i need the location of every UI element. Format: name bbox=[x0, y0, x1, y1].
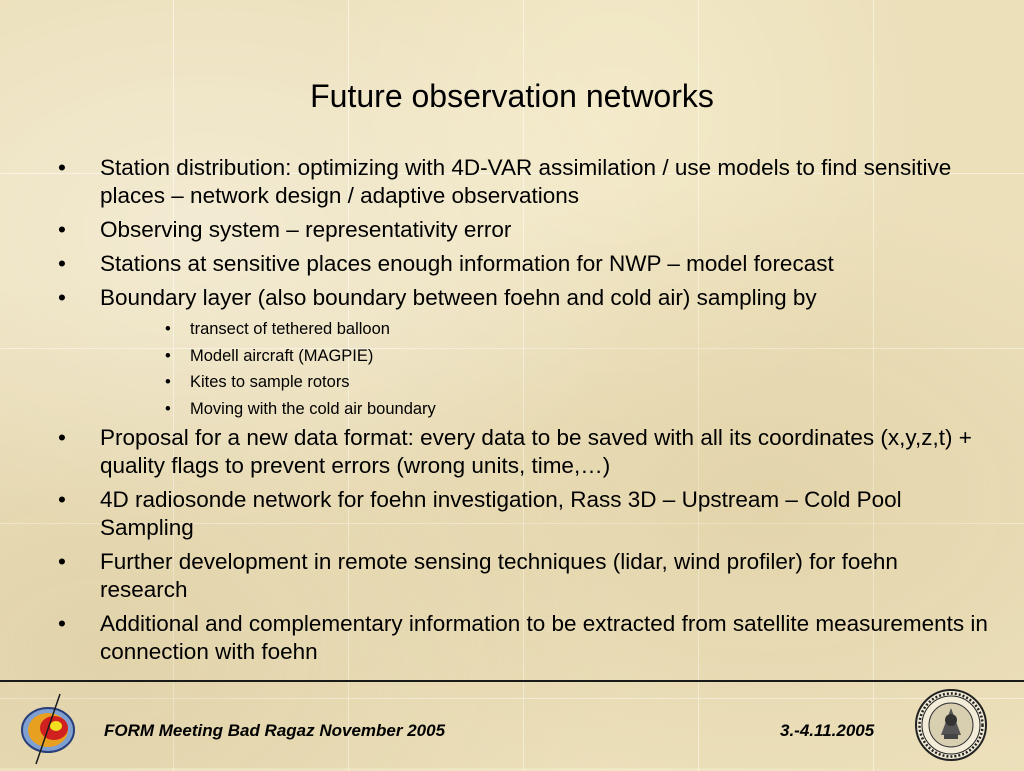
bullet-item: • Further development in remote sensing techniques (lidar, wind profiler) for foehn research bbox=[58, 548, 988, 604]
footer-divider bbox=[0, 680, 1024, 682]
footer-date-text: 3.-4.11.2005 bbox=[780, 721, 875, 740]
sub-bullet-item: • Kites to sample rotors bbox=[58, 371, 988, 393]
bullet-item: • Additional and complementary information to be extracted from satellite measurements in connection with foehn bbox=[58, 610, 988, 666]
footer-event-text: FORM Meeting Bad Ragaz November 2005 bbox=[104, 721, 446, 740]
university-seal-icon bbox=[914, 688, 988, 762]
sub-bullet-item: • transect of tethered balloon bbox=[58, 318, 988, 340]
bullet-item: • 4D radiosonde network for foehn investigation, Rass 3D – Upstream – Cold Pool Sampling bbox=[58, 486, 988, 542]
bullet-item: • Station distribution: optimizing with 4D-VAR assimilation / use models to find sensitive places – network design / adaptive observations bbox=[58, 154, 988, 210]
bullet-item: • Boundary layer (also boundary between foehn and cold air) sampling by bbox=[58, 284, 988, 312]
sub-bullet-item: • Moving with the cold air boundary bbox=[58, 398, 988, 420]
form-logo-icon bbox=[18, 692, 82, 766]
sub-bullet-item: • Modell aircraft (MAGPIE) bbox=[58, 345, 988, 367]
bullet-item: • Observing system – representativity error bbox=[58, 216, 988, 244]
bullet-item: • Proposal for a new data format: every data to be saved with all its coordinates (x,y,z,t) + quality flags to prevent errors (wrong units, time,…) bbox=[58, 424, 988, 480]
bullet-list bbox=[58, 154, 988, 672]
slide-title: Future observation networks bbox=[310, 78, 714, 114]
bullet-item: • Stations at sensitive places enough information for NWP – model forecast bbox=[58, 250, 988, 278]
